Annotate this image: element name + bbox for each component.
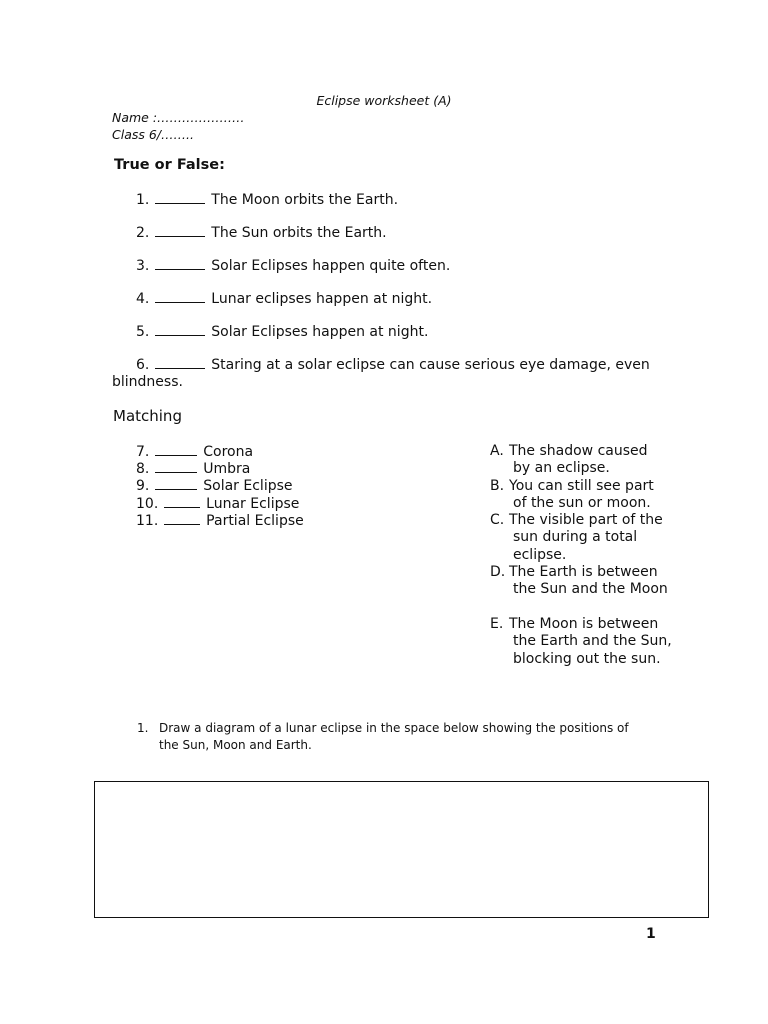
item-text: Staring at a solar eclipse can cause serious eye damage, even <box>211 357 650 373</box>
matching-term <box>136 495 299 512</box>
matching-term <box>136 460 250 477</box>
answer-blank[interactable] <box>155 191 205 204</box>
item-number: 3. <box>136 258 150 274</box>
option-text: The shadow caused <box>509 443 648 459</box>
option-letter: A. <box>490 443 504 459</box>
item-text-continuation: blindness. <box>112 374 183 390</box>
item-number: 5. <box>136 324 150 340</box>
matching-term <box>136 477 293 494</box>
option-text: You can still see part <box>509 478 654 494</box>
matching-option <box>490 564 680 599</box>
page-number: 1 <box>646 926 656 942</box>
option-letter: B. <box>490 478 505 494</box>
option-text-continuation: the Earth and the Sun, blocking out the sun. <box>513 633 672 667</box>
term-text: Lunar Eclipse <box>206 496 300 512</box>
matching-term <box>136 512 304 529</box>
term-text: Corona <box>203 444 254 460</box>
item-text: Solar Eclipses happen at night. <box>211 324 429 340</box>
true-false-item <box>136 356 650 373</box>
option-text-continuation: by an eclipse. <box>513 460 610 477</box>
matching-option <box>490 443 680 478</box>
answer-blank[interactable] <box>155 477 197 490</box>
item-number: 9. <box>136 478 150 494</box>
matching-option <box>490 478 680 513</box>
option-text-continuation: the Sun and the Moon <box>513 581 668 598</box>
class-line: Class 6/…….. <box>112 127 194 142</box>
item-number: 2. <box>136 225 150 241</box>
true-false-item <box>136 224 387 241</box>
true-false-heading: True or False: <box>114 157 225 173</box>
matching-term <box>136 443 253 460</box>
matching-option <box>490 616 680 668</box>
item-text: The Sun orbits the Earth. <box>211 225 387 241</box>
answer-blank[interactable] <box>155 290 205 303</box>
option-text-continuation: sun during a total eclipse. <box>513 529 638 563</box>
term-text: Solar Eclipse <box>203 478 293 494</box>
worksheet-title: Eclipse worksheet (A) <box>316 93 452 108</box>
item-number: 7. <box>136 444 150 460</box>
answer-blank[interactable] <box>155 356 205 369</box>
matching-option <box>490 512 680 564</box>
item-text: Lunar eclipses happen at night. <box>211 291 433 307</box>
option-text: The Moon is between <box>509 616 659 632</box>
question-text: Draw a diagram of a lunar eclipse in the space below showing the positions of <box>159 721 629 735</box>
item-number: 6. <box>136 357 150 373</box>
answer-blank[interactable] <box>164 512 200 525</box>
option-letter: D. <box>490 564 506 580</box>
option-letter: E. <box>490 616 504 632</box>
term-text: Umbra <box>203 461 251 477</box>
option-letter: C. <box>490 512 505 528</box>
option-text: The visible part of the <box>509 512 663 528</box>
item-number: 10. <box>136 496 159 512</box>
name-line: Name :………………… <box>112 110 245 125</box>
answer-blank[interactable] <box>155 443 197 456</box>
term-text: Partial Eclipse <box>206 513 304 529</box>
answer-blank[interactable] <box>155 224 205 237</box>
item-number: 1. <box>136 192 150 208</box>
answer-blank[interactable] <box>155 460 197 473</box>
item-text: Solar Eclipses happen quite often. <box>211 258 451 274</box>
drawing-question <box>137 720 697 754</box>
item-number: 11. <box>136 513 159 529</box>
option-text-continuation: of the sun or moon. <box>513 495 651 512</box>
true-false-item <box>136 191 398 208</box>
true-false-item <box>136 290 432 307</box>
answer-blank[interactable] <box>155 257 205 270</box>
drawing-answer-box[interactable] <box>94 781 709 918</box>
true-false-item <box>136 257 450 274</box>
item-text: The Moon orbits the Earth. <box>211 192 399 208</box>
answer-blank[interactable] <box>155 323 205 336</box>
option-text: The Earth is between <box>509 564 658 580</box>
true-false-item <box>136 323 428 340</box>
matching-heading: Matching <box>113 407 182 425</box>
answer-blank[interactable] <box>164 495 200 508</box>
question-number: 1. <box>137 721 149 735</box>
item-number: 4. <box>136 291 150 307</box>
item-number: 8. <box>136 461 150 477</box>
question-text-continuation: the Sun, Moon and Earth. <box>159 738 312 752</box>
